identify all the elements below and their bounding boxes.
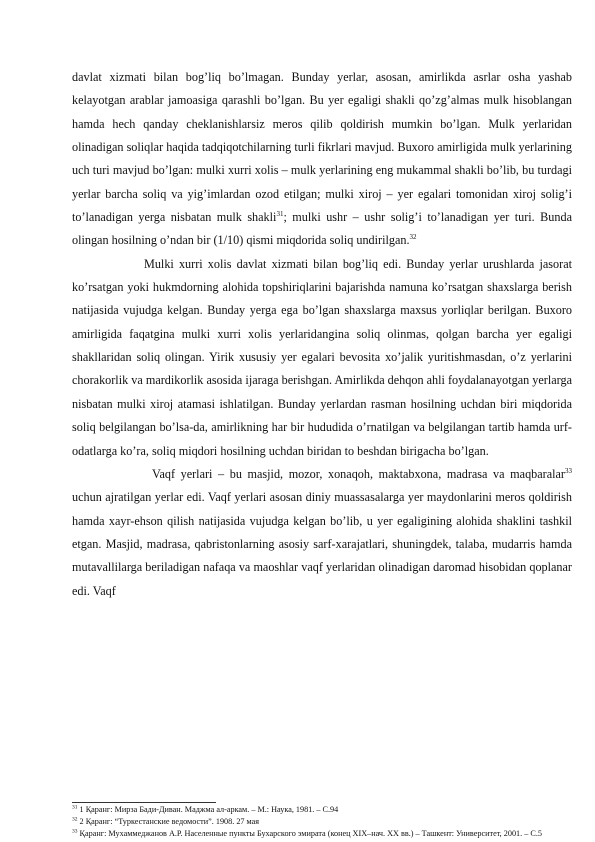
paragraph-vaqf	[72, 463, 572, 603]
paragraph-text: uchun ajratilgan yerlar edi. Vaqf yerlari asosan diniy muassasalarga yer maydonlarini meros qoldirish hamda xayr-ehson qilish natijasida vujudga kelgan bo’lib, u yer egaligining alohida shaklini tashkil etgan. Masjid, madrasa, qabristonlarning asosiy sarf-xarajatlari, shuningdek, talaba, mudarris hamda mutavallilarga beriladigan nafaqa va maoshlar vaqf yerlaridan olinadigan daromad hisobidan qoplanar edi. Vaqf	[72, 490, 572, 598]
footnote-separator	[72, 802, 216, 803]
paragraph-mulki-xurri-xolis: Mulki xurri xolis davlat xizmati bilan bog’liq edi. Bunday yerlar urushlarda jasorat ko’rsatgan yoki hukmdorning alohida topshiriqlarini bajarishda namuna ko’rsatgan shaxslarga berish natijasida vujudga kelgan. Bunday yerga ega bo’lgan shaxslarga maxsus yorliqlar berilgan. Buxoro amirligida faqatgina mulki xurri xolis yerlaridangina soliq olinmas, qolgan barcha yer egaligi shakllaridan soliq olingan. Yirik xususiy yer egalari bevosita xo’jalik yuritishmasdan, o’z yerlarini chorakorlik va mardikorlik asosida ijaraga berishgan. Amirlikda dehqon ahli foydalanayotgan yerlarga nisbatan mulki xiroj atamasi ishlatilgan. Bunday yerlardan rasman hosilning uchdan biri miqdorida soliq belgilangan bo’lsa-da, amirlikning har bir hududida o’rnatilgan va belgilangan tartib hamda urf-odatlarga ko’ra, soliq miqdori hosilning uchdan biridan to beshdan birigacha bo’lgan.	[72, 256, 572, 458]
paragraph-text: davlat xizmati bilan bog’liq bo’lmagan. Bunday yerlar, asosan, amirlikda asrlar osha yashab kelayotgan arablar jamoasiga qarashli bo’lgan. Bu yer egaligi shakli qo’zg’almas mulk hisoblangan hamda hech qanday cheklanishlarsiz meros qilib qoldirish mumkin bo’lgan. Mulk yerlaridan olinadigan soliqlar haqida tadqiqotchilarning turli fikrlari mavjud. Buxoro amirligida mulk yerlarining uch turi mavjud bo’lgan: mulki xurri xolis – mulk yerlarining eng mukammal shakli bo’lib, bu turdagi yerlar barcha soliq va yig’imlardan ozod etilgan; mulki xiroj – yer egalari tomonidan xiroj solig’i to’lanadigan yerga nisbatan mulk shakli	[72, 70, 572, 225]
footnote-31	[72, 804, 572, 816]
footnote-33	[72, 828, 572, 840]
paragraph-mulk-types	[72, 66, 572, 253]
footnote-text: 1 Қаранг: Мирза Бади-Диван. Маджма ал-аркам. – М.: Наука, 1981. – С.94	[77, 805, 339, 814]
paragraph-text: ; mulki ushr – ushr solig’i to’lanadigan yer turi. Bunda olingan hosilning o’ndan bir (1/10) qismi miqdorida soliq undirilgan.	[72, 210, 572, 248]
footnote-32	[72, 816, 572, 828]
footnote-ref-32[interactable]: 32	[409, 233, 417, 242]
footnote-text: Қаранг: Мухаммеджанов А.Р. Населенные пункты Бухарского эмирата (конец XIX–нач. XX вв.) – Ташкент: Университет, 2001. – С.5	[77, 829, 542, 838]
footnote-number: 32	[72, 816, 78, 823]
footnote-ref-31[interactable]: 31	[276, 210, 284, 218]
footnote-ref-33[interactable]: 33	[565, 466, 572, 475]
footnote-number: 33	[72, 828, 78, 835]
document-body	[72, 66, 572, 603]
paragraph-text: Vaqf yerlari – bu masjid, mozor, xonaqoh, maktabxona, madrasa va maqbaralar	[152, 466, 565, 481]
footnote-text: 2 Қаранг: “Туркестанские ведомости”. 1908. 27 мая	[77, 817, 260, 826]
footnote-number: 31	[72, 804, 78, 811]
footnotes	[72, 804, 572, 840]
